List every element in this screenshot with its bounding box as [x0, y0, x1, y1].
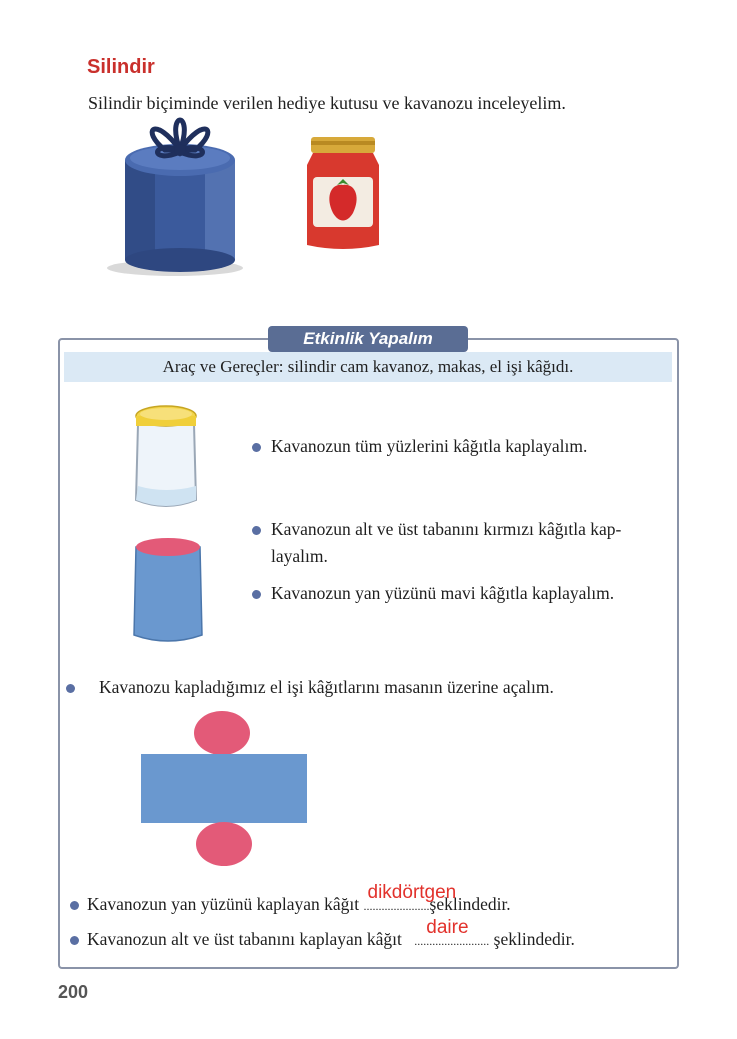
step-1: Kavanozun tüm yüzlerini kâğıtla kaplayalım.	[252, 433, 587, 460]
intro-text: Silindir biçiminde verilen hediye kutusu ve kavanozu inceleyelim.	[88, 93, 566, 113]
question-1: Kavanozun yan yüzünü kaplayan kâğıt ...................... dikdörtgen şeklindedir.	[70, 891, 511, 920]
bullet-dot	[66, 684, 75, 693]
net-bottom-circle	[196, 822, 252, 866]
gift-box-image	[95, 110, 245, 280]
activity-tag: Etkinlik Yapalım	[268, 326, 468, 352]
bullet-dot	[252, 526, 261, 535]
bullet-dot	[70, 936, 79, 945]
answer-text: dikdörtgen	[367, 882, 457, 903]
bullet-dot	[252, 590, 261, 599]
answer-blank: ...................... dikdörtgen	[364, 891, 430, 920]
step-2: Kavanozun alt ve üst tabanını kırmızı kâğıtla kap-	[252, 516, 621, 543]
answer-text: daire	[426, 917, 469, 938]
section-title: Silindir	[87, 56, 155, 78]
cylinder-net-image	[138, 708, 313, 870]
bullet-dot	[252, 443, 261, 452]
answer-blank: ......................... daire	[414, 926, 489, 955]
page-number: 200	[58, 982, 89, 1002]
materials-bar: Araç ve Gereçler: silindir cam kavanoz, makas, el işi kâğıdı.	[64, 352, 672, 382]
net-top-circle	[194, 711, 250, 755]
step-4: Kavanozu kapladığımız el işi kâğıtlarını masanın üzerine açalım.	[66, 674, 554, 701]
covered-jar-image	[130, 535, 206, 647]
question-2: Kavanozun alt ve üst tabanını kaplayan kâğıt ......................... daire şeklindedir.	[70, 926, 575, 955]
empty-jar-image	[130, 402, 202, 514]
jam-jar-image	[303, 135, 383, 253]
step-3: Kavanozun yan yüzünü mavi kâğıtla kaplayalım.	[252, 580, 614, 607]
net-rectangle	[141, 754, 307, 823]
step-2-continued: layalım.	[271, 546, 328, 566]
bullet-dot	[70, 901, 79, 910]
